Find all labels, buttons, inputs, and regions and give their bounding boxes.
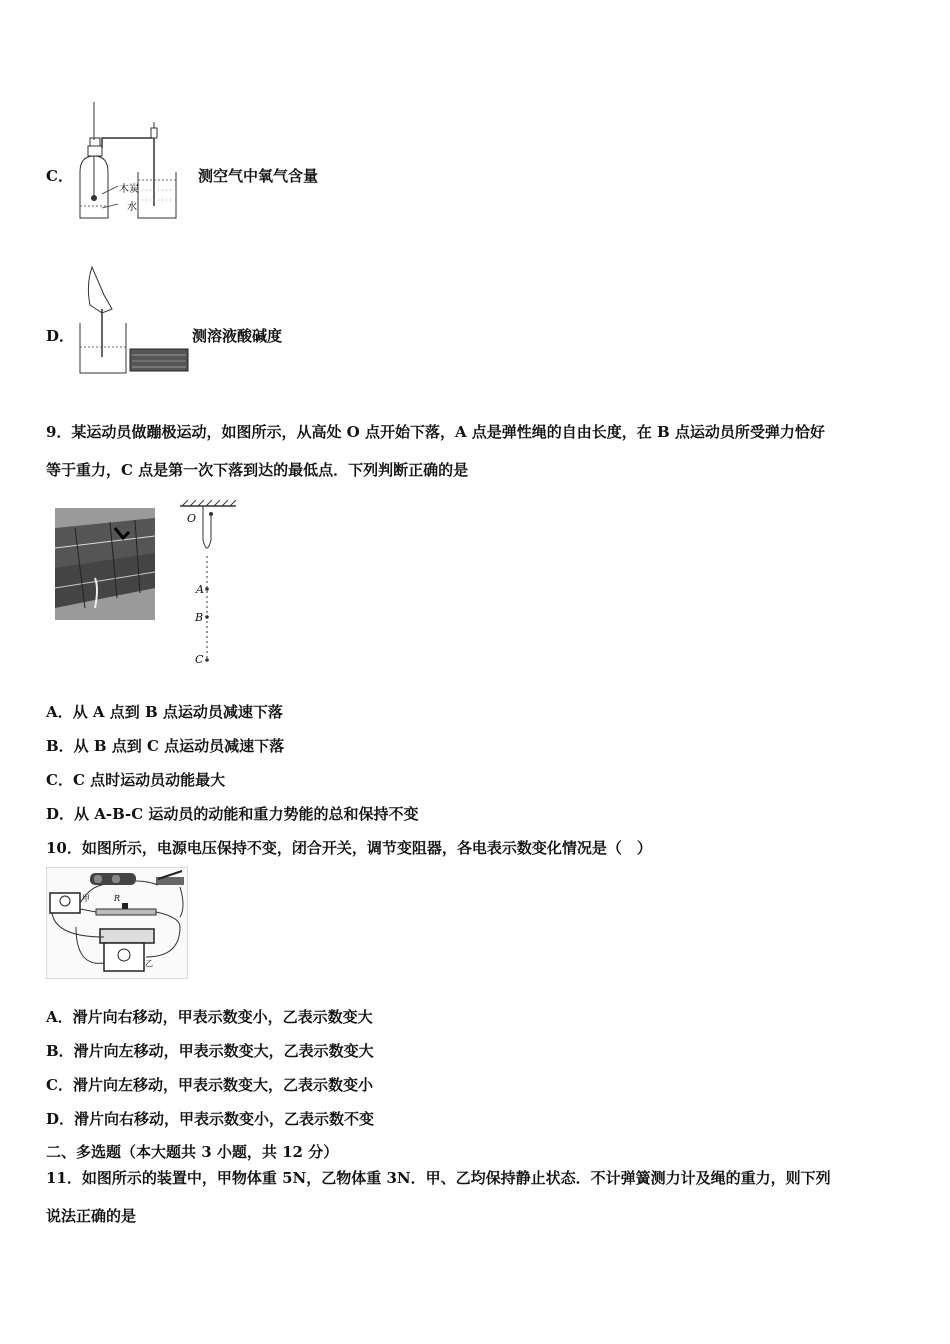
q9-option-c: C．C 点时运动员动能最大 xyxy=(46,771,226,789)
q9-stem-line2: 等于重力，C 点是第一次下落到达的最低点．下列判断正确的是 xyxy=(46,461,469,479)
meter-jia-label: 甲 xyxy=(82,894,90,903)
charcoal-label: 木炭 xyxy=(119,184,139,195)
q9-option-a: A．从 A 点到 B 点运动员减速下落 xyxy=(46,703,283,721)
point-c-label: C xyxy=(195,653,204,666)
resistor-r-label: R xyxy=(114,894,121,903)
q10-option-d: D．滑片向右移动，甲表示数变小，乙表示数不变 xyxy=(46,1110,375,1128)
option-d-letter: D． xyxy=(46,327,75,345)
bungee-diagram xyxy=(170,500,245,670)
meter-yi-label: 乙 xyxy=(145,959,153,968)
section-heading: 二、多选题（本大题共 3 小题，共 12 分） xyxy=(46,1143,339,1161)
q10-option-b: B．滑片向左移动，甲表示数变大，乙表示数变大 xyxy=(46,1042,374,1060)
circuit-figure xyxy=(46,867,188,979)
ph-test-figure xyxy=(72,265,192,380)
option-d-text: 测溶液酸碱度 xyxy=(192,327,283,345)
q10-option-a: A．滑片向右移动，甲表示数变小，乙表示数变大 xyxy=(46,1008,373,1026)
water-label: 水 xyxy=(127,202,137,213)
q10-stem: 10．如图所示，电源电压保持不变，闭合开关，调节变阻器，各电表示数变化情况是（ ） xyxy=(46,839,652,857)
point-b-label: B xyxy=(195,611,204,624)
q10-option-c: C．滑片向左移动，甲表示数变大，乙表示数变小 xyxy=(46,1076,373,1094)
q9-option-d: D．从 A-B-C 运动员的动能和重力势能的总和保持不变 xyxy=(46,805,419,823)
q9-option-b: B．从 B 点到 C 点运动员减速下落 xyxy=(46,737,285,755)
q11-stem-line1: 11．如图所示的装置中，甲物体重 5N，乙物体重 3N．甲、乙均保持静止状态．不计弹簧测力计及绳的重力，则下列 xyxy=(46,1169,831,1187)
point-o-label: O xyxy=(187,512,197,525)
q11-stem-line2: 说法正确的是 xyxy=(46,1207,137,1225)
bungee-photo xyxy=(55,508,155,620)
option-c-letter: C． xyxy=(46,167,73,185)
point-a-label: A xyxy=(196,583,204,596)
oxygen-measurement-figure xyxy=(72,100,182,225)
option-c-text: 测空气中氧气含量 xyxy=(198,167,319,185)
q9-stem-line1: 9．某运动员做蹦极运动，如图所示，从高处 O 点开始下落，A 点是弹性绳的自由长度，在 B 点运动员所受弹力恰好 xyxy=(46,423,825,441)
